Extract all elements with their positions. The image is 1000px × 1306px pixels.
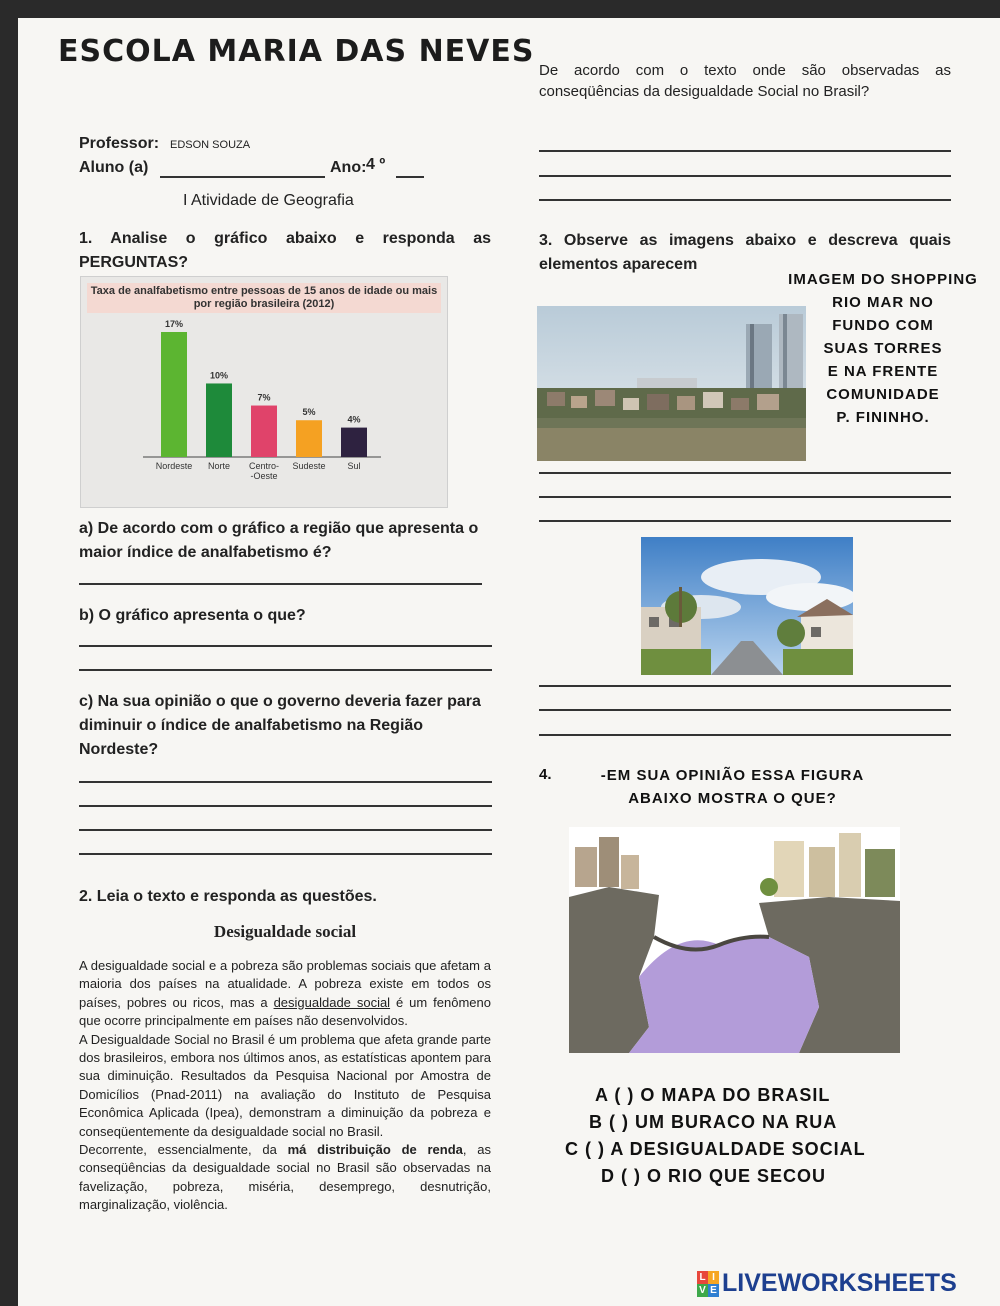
bar-value-label: 7%	[257, 392, 271, 403]
category-label: Nordeste	[155, 461, 193, 471]
q3-prompt: 3. Observe as imagens abaixo e descreva quais elementos aparecem	[539, 232, 951, 273]
q3-answer-line-1[interactable]	[539, 472, 951, 474]
text-paragraph-3: Decorrente, essencialmente, da má distribuição de renda, as conseqüências da desigualdade social no Brasil são observadas na favelização, pobreza, miséria, desemprego, desnutrição, marginalização, violência.	[79, 1142, 492, 1213]
student-name-field[interactable]	[160, 176, 325, 178]
grade-field[interactable]	[396, 176, 424, 178]
bar-value-label: 5%	[302, 407, 316, 418]
bar-value-label: 17%	[164, 319, 184, 329]
bar-centro-oeste	[251, 406, 277, 457]
q1c-answer-line-2[interactable]	[79, 805, 492, 807]
inequality-cartoon	[569, 827, 900, 1053]
school-title: ESCOLA MARIA DAS NEVES	[58, 34, 535, 69]
bar-sul	[341, 428, 367, 457]
q1b-answer-line-1[interactable]	[79, 645, 492, 647]
q1-prompt: 1. Analise o gráfico abaixo e responda as PERGUNTAS?	[79, 230, 491, 271]
bar-norte	[206, 383, 232, 457]
category-label: Norte	[207, 461, 231, 471]
q1a-question: a) De acordo com o gráfico a região que apresenta o maior índice de analfabetismo é?	[79, 520, 479, 561]
q2-answer-line-2[interactable]	[539, 175, 951, 177]
bar-chart	[80, 276, 448, 508]
desigualdade-link[interactable]: desigualdade social	[273, 994, 391, 1010]
student-label: Aluno (a)	[79, 159, 149, 176]
text-paragraph-1: A desigualdade social e a pobreza são problemas sociais que afetam a maioria dos países na atualidade. A pobreza existe em todos os países, pobres ou ricos, mas a desigualdade social é um fenômeno que ocorre principalmente em países não desenvolvidos.	[79, 958, 491, 1029]
bar-value-label: 10%	[209, 370, 229, 381]
q4-number: 4.	[539, 766, 552, 783]
category-label: Sul	[347, 461, 361, 471]
liveworksheets-logo-icon: L I V E	[697, 1271, 719, 1297]
bar-nordeste	[161, 332, 187, 457]
q1b-answer-line-2[interactable]	[79, 669, 492, 671]
teacher-name: EDSON SOUZA	[170, 139, 251, 151]
category-label: -Oeste	[250, 471, 278, 481]
bar-sudeste	[296, 420, 322, 457]
grade-label: Ano:	[330, 159, 367, 176]
chart-plot	[81, 277, 447, 507]
q4-option-c[interactable]: C ( ) A DESIGUALDADE SOCIAL	[565, 1139, 866, 1159]
q4-prompt: -EM SUA OPINIÃO ESSA FIGURA ABAIXO MOSTRA O QUE?	[600, 767, 865, 807]
shopping-caption: IMAGEM DO SHOPPING RIO MAR NO FUNDO COM SUAS TORRES E NA FRENTE COMUNIDADE P. FININHO.	[788, 271, 978, 426]
liveworksheets-brand[interactable]: LIVEWORKSHEETS	[722, 1269, 957, 1297]
bar-value-label: 4%	[347, 414, 361, 425]
q2-answer-line-1[interactable]	[539, 150, 951, 152]
q3-answer-line-3[interactable]	[539, 520, 951, 522]
category-label: Sudeste	[292, 461, 326, 471]
neighborhood-photo	[641, 537, 853, 675]
q1c-answer-line-4[interactable]	[79, 853, 492, 855]
q2-question: De acordo com o texto onde são observadas as conseqüências da desigualdade Social no Brasil?	[539, 62, 951, 100]
q1c-answer-line-1[interactable]	[79, 781, 492, 783]
q3-answer-line-6[interactable]	[539, 734, 951, 736]
q1a-answer-line[interactable]	[79, 583, 482, 585]
q1c-answer-line-3[interactable]	[79, 829, 492, 831]
q3-answer-line-5[interactable]	[539, 709, 951, 711]
q1b-question: b) O gráfico apresenta o que?	[79, 607, 306, 624]
q4-option-a[interactable]: A ( ) O MAPA DO BRASIL	[595, 1085, 831, 1105]
category-label: Centro-	[248, 461, 280, 471]
grade-value: 4 º	[366, 156, 386, 173]
q3-answer-line-2[interactable]	[539, 496, 951, 498]
q1c-question: c) Na sua opinião o que o governo deveria fazer para diminuir o índice de analfabetismo na Região Nordeste?	[79, 693, 481, 758]
shopping-photo	[537, 306, 806, 461]
q2-answer-line-3[interactable]	[539, 199, 951, 201]
q4-option-d[interactable]: D ( ) O RIO QUE SECOU	[601, 1166, 827, 1186]
q2-heading: 2. Leia o texto e responda as questões.	[79, 888, 377, 905]
text-paragraph-2: A Desigualdade Social no Brasil é um problema que afeta grande parte dos brasileiros, embora nos últimos anos, as estatísticas apontem para sua diminuição. Resultados da Pesquisa Nacional por Amostra de Domicílios (Pnad-2011) na avaliação do Instituto de Pesquisa Econômica Aplicada (Ipea), demonstram a diminuição da pobreza e conseqüentemente da desigualdade social no Brasil.	[79, 1031, 491, 1139]
chart-title: Taxa de analfabetismo entre pessoas de 15 anos de idade ou mais por região brasileira (2012)	[87, 283, 441, 313]
q4-option-b[interactable]: B ( ) UM BURACO NA RUA	[589, 1112, 838, 1132]
activity-title: I Atividade de Geografia	[183, 192, 354, 209]
text-title: Desigualdade social	[213, 922, 357, 941]
teacher-label: Professor:	[79, 135, 160, 152]
text-body	[79, 957, 491, 1215]
q3-answer-line-4[interactable]	[539, 685, 951, 687]
